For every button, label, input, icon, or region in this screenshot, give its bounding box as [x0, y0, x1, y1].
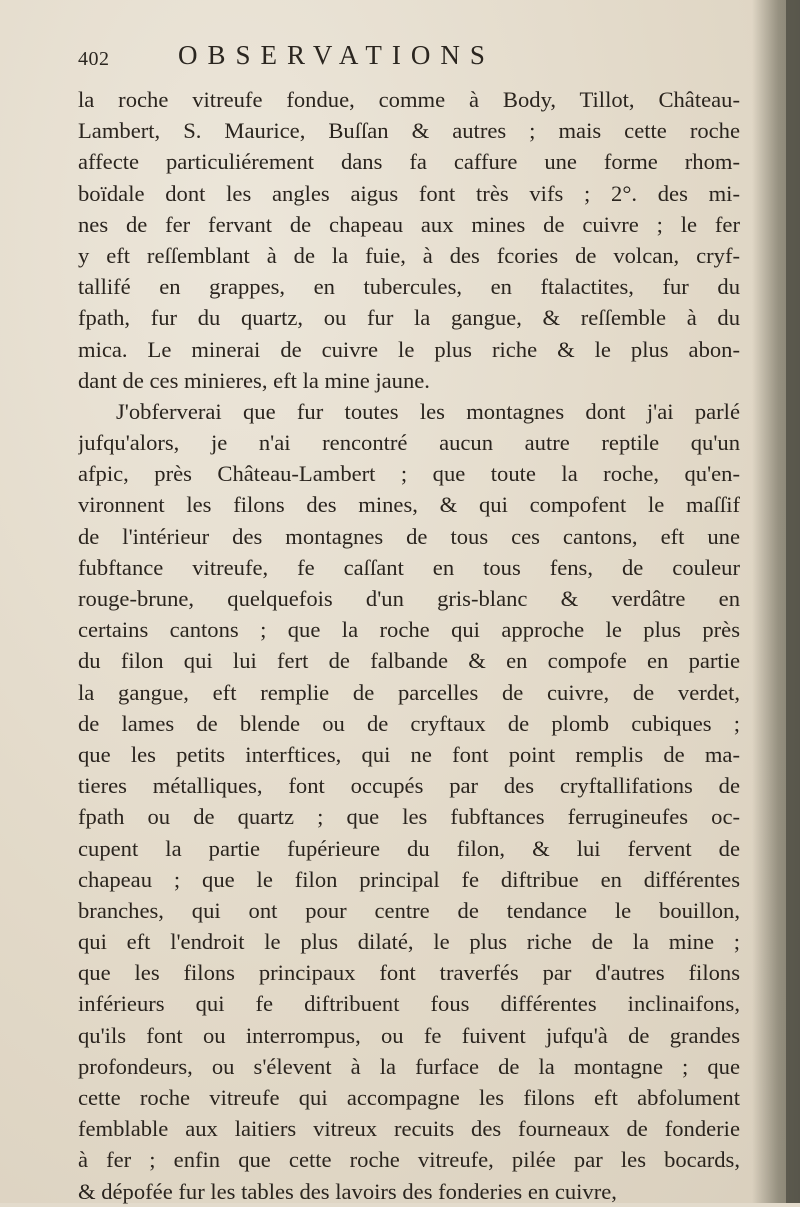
text-line: certains cantons ; que la roche qui approche le plus près — [78, 617, 740, 643]
text-line: fubftance vitreufe, fe caſſant en tous fens, de couleur — [78, 554, 740, 580]
text-line: affecte particuliérement dans fa caffure une forme rhom- — [78, 149, 740, 175]
text-line: fpath ou de quartz ; que les fubftances ferrugineufes oc- — [78, 804, 740, 830]
text-line: afpic, près Château-Lambert ; que toute la roche, qu'en- — [78, 461, 740, 487]
text-line: rouge-brune, quelquefois d'un gris-blanc & verdâtre en — [78, 586, 740, 611]
text-line: de lames de blende ou de cryftaux de plomb cubiques ; — [78, 710, 740, 736]
text-line: & dépofée fur les tables des lavoirs des fonderies en cuivre, — [78, 1178, 617, 1204]
text-line: inférieurs qui fe diftribuent fous différentes inclinaifons, — [78, 991, 740, 1017]
text-line: tieres métalliques, font occupés par des cryftallifations de — [78, 773, 740, 799]
text-line: de l'intérieur des montagnes de tous ces cantons, eft une — [78, 523, 740, 549]
text-line: cupent la partie fupérieure du filon, & lui fervent de — [78, 835, 740, 861]
text-line: fpath, fur du quartz, ou fur la gangue, & reſſemble à du — [78, 305, 740, 331]
text-line: la roche vitreufe fondue, comme à Body, Tillot, Château- — [78, 87, 740, 112]
text-line: profondeurs, ou s'élevent à la furface de la montagne ; que — [78, 1053, 740, 1079]
binding-edge — [786, 0, 800, 1203]
text-line: qui eft l'endroit le plus dilaté, le plus riche de la mine ; — [78, 929, 740, 955]
page-header — [78, 40, 738, 80]
text-line: à fer ; enfin que cette roche vitreufe, pilée par les bocards, — [78, 1147, 740, 1173]
text-line: du filon qui lui fert de falbande & en compofe en partie — [78, 648, 740, 674]
text-line: Lambert, S. Maurice, Buſſan & autres ; mais cette roche — [78, 118, 740, 144]
text-line: branches, qui ont pour centre de tendance le bouillon, — [78, 897, 740, 923]
text-line: boïdale dont les angles aigus font très vifs ; 2°. des mi- — [78, 180, 740, 206]
text-line: femblable aux laitiers vitreux recuits des fourneaux de fonderie — [78, 1116, 740, 1142]
text-line: que les petits interftices, qui ne font point remplis de ma- — [78, 741, 740, 767]
text-line: nes de fer fervant de chapeau aux mines de cuivre ; le fer — [78, 211, 740, 237]
body-text — [78, 84, 740, 1207]
text-line: jufqu'alors, je n'ai rencontré aucun autre reptile qu'un — [78, 430, 740, 456]
text-line: la gangue, eft remplie de parcelles de cuivre, de verdet, — [78, 679, 740, 705]
page-number: 402 — [78, 48, 110, 70]
text-line: mica. Le minerai de cuivre le plus riche & le plus abon- — [78, 336, 740, 362]
text-line: cette roche vitreufe qui accompagne les filons eft abfolument — [78, 1085, 740, 1110]
text-line: J'obferverai que fur toutes les montagnes dont j'ai parlé — [116, 398, 740, 424]
text-line: vironnent les filons des mines, & qui compofent le maſſif — [78, 492, 740, 518]
text-line: y eft reſſemblant à de la fuie, à des fcories de volcan, cryf- — [78, 242, 740, 268]
text-line: qu'ils font ou interrompus, ou fe fuivent jufqu'à de grandes — [78, 1022, 740, 1048]
running-title: OBSERVATIONS — [178, 40, 495, 70]
text-line: tallifé en grappes, en tubercules, en ftalactites, fur du — [78, 274, 740, 300]
text-line: chapeau ; que le filon principal fe diftribue en différentes — [78, 866, 740, 892]
text-line: dant de ces minieres, eft la mine jaune. — [78, 367, 430, 393]
text-line: que les filons principaux font traverfés par d'autres filons — [78, 960, 740, 986]
